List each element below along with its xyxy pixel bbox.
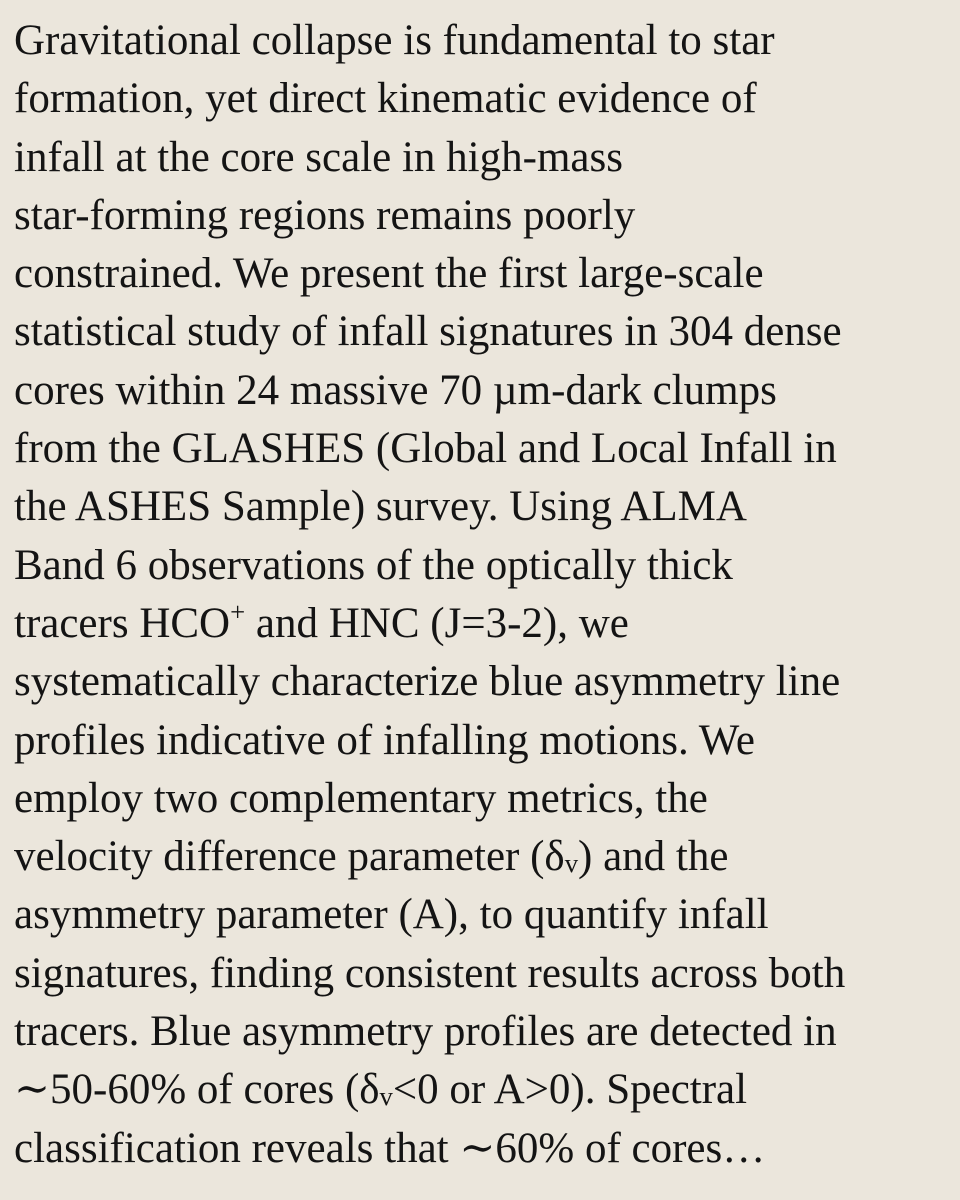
subscript-v: v xyxy=(564,848,579,879)
text-line: formation, yet direct kinematic evidence of xyxy=(14,75,757,123)
text-line: profiles indicative of infalling motions. We xyxy=(14,716,755,764)
text-line: asymmetry parameter (A), to quantify infall xyxy=(14,891,769,939)
text-line: infall at the core scale in high-mass xyxy=(14,133,623,181)
text-line: Gravitational collapse is fundamental to star xyxy=(14,17,775,64)
text-line xyxy=(14,595,950,653)
text-line: signatures, finding consistent results across both xyxy=(14,949,846,997)
text-segment: velocity difference parameter (δ xyxy=(14,833,565,881)
text-line: the ASHES Sample) survey. Using ALMA xyxy=(14,483,747,531)
text-line: statistical study of infall signatures in 304 dense xyxy=(14,308,842,356)
text-line: cores within 24 massive 70 µm-dark clumps xyxy=(14,366,777,414)
text-line: employ two complementary metrics, the xyxy=(14,774,708,822)
text-line xyxy=(14,1061,950,1119)
superscript-plus: + xyxy=(230,596,246,627)
abstract-text xyxy=(14,12,950,1178)
text-line: constrained. We present the first large-scale xyxy=(14,250,764,298)
text-line: tracers. Blue asymmetry profiles are detected in xyxy=(14,1008,837,1056)
text-line: systematically characterize blue asymmetry line xyxy=(14,658,841,706)
text-line: Band 6 observations of the optically thick xyxy=(14,541,733,589)
text-line: from the GLASHES (Global and Local Infall in xyxy=(14,425,837,473)
text-segment: ) and the xyxy=(578,833,729,881)
text-line: star-forming regions remains poorly xyxy=(14,191,636,239)
text-segment: ∼50-60% of cores (δ xyxy=(14,1066,380,1114)
text-segment: and HNC (J=3-2), we xyxy=(245,599,629,647)
text-segment: tracers HCO xyxy=(14,599,231,647)
text-segment: <0 or A>0). Spectral xyxy=(392,1066,748,1114)
subscript-v: v xyxy=(379,1081,393,1112)
text-line xyxy=(14,828,950,886)
text-line: classification reveals that ∼60% of cores… xyxy=(14,1124,766,1172)
